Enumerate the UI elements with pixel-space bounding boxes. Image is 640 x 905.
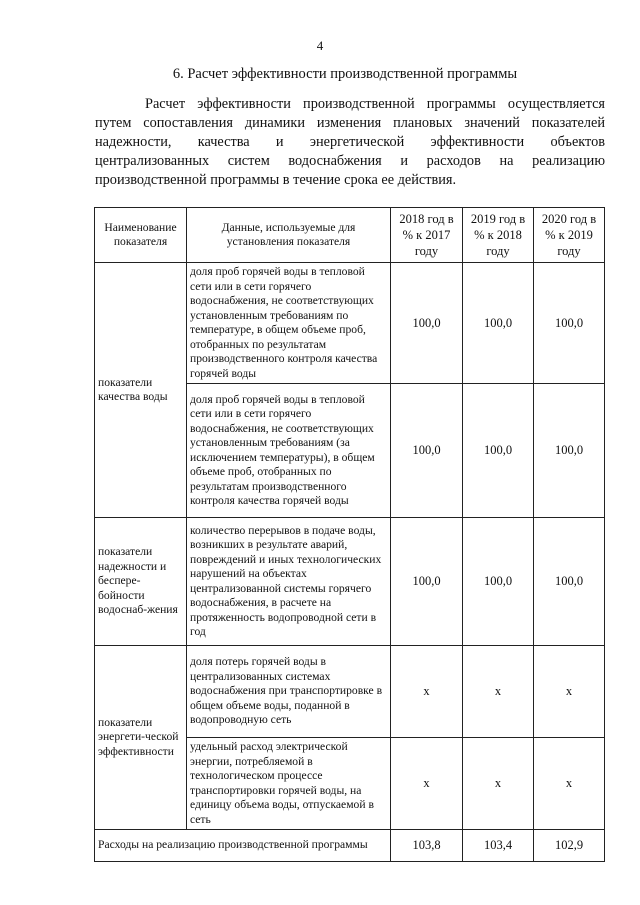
table-row bbox=[95, 646, 605, 738]
value-2020: 100,0 bbox=[534, 384, 605, 518]
value-2020: х bbox=[534, 646, 605, 738]
indicator-energy-efficiency: показатели энергети-ческой эффективности bbox=[95, 646, 187, 830]
data-cell: доля потерь горячей воды в централизованных системах водоснабжения при транспортировке в общем объеме воды, поданной в водопроводную сеть bbox=[187, 646, 391, 738]
data-cell: удельный расход электрической энергии, потребляемой в технологическом процессе транспортировки горячей воды, на единицу объема воды, отпускаемой в сеть bbox=[187, 738, 391, 830]
value-2019: х bbox=[463, 646, 534, 738]
value-2018: х bbox=[391, 738, 463, 830]
value-2020: 100,0 bbox=[534, 518, 605, 646]
header-indicator: Наименование показателя bbox=[95, 208, 187, 263]
value-2019: 100,0 bbox=[463, 518, 534, 646]
section-heading: 6. Расчет эффективности производственной программы bbox=[172, 66, 518, 82]
header-2020: 2020 год в % к 2019 году bbox=[534, 208, 605, 263]
indicator-water-quality: показатели качества воды bbox=[95, 263, 187, 518]
intro-paragraph: Расчет эффективности производственной программы осуществляется путем сопоставления динамики изменения плановых значений показателей надежности, качества и энергетической эффективности объектов централизованных систем водоснабжения и расходов на реализацию производственной программы в течение срока ее действия. bbox=[95, 96, 605, 188]
expenses-2018: 103,8 bbox=[391, 830, 463, 862]
value-2018: 100,0 bbox=[391, 263, 463, 384]
table-header-row bbox=[95, 208, 605, 263]
efficiency-table bbox=[94, 207, 605, 862]
value-2019: 100,0 bbox=[463, 263, 534, 384]
data-cell: доля проб горячей воды в тепловой сети или в сети горячего водоснабжения, не соответствующих установленным требованиям по температуре, в общем объеме проб, отобранных по результатам производственного контроля качества горячей воды bbox=[187, 263, 391, 384]
header-data: Данные, используемые для установления показателя bbox=[187, 208, 391, 263]
value-2018: 100,0 bbox=[391, 518, 463, 646]
value-2019: 100,0 bbox=[463, 384, 534, 518]
page-number: 4 bbox=[316, 38, 324, 53]
value-2018: х bbox=[391, 646, 463, 738]
table-row bbox=[95, 518, 605, 646]
expenses-label: Расходы на реализацию производственной программы bbox=[95, 830, 391, 862]
indicator-reliability: показатели надежности и беспере-бойности водоснаб-жения bbox=[95, 518, 187, 646]
expenses-2020: 102,9 bbox=[534, 830, 605, 862]
table-row bbox=[95, 263, 605, 384]
table-row-expenses bbox=[95, 830, 605, 862]
header-2018: 2018 год в % к 2017 году bbox=[391, 208, 463, 263]
value-2020: х bbox=[534, 738, 605, 830]
value-2019: х bbox=[463, 738, 534, 830]
value-2018: 100,0 bbox=[391, 384, 463, 518]
expenses-2019: 103,4 bbox=[463, 830, 534, 862]
value-2020: 100,0 bbox=[534, 263, 605, 384]
header-2019: 2019 год в % к 2018 году bbox=[463, 208, 534, 263]
data-cell: количество перерывов в подаче воды, возникших в результате аварий, повреждений и иных технологических нарушений на объектах централизованной системы горячего водоснабжения, в расчете на протяженность водопроводной сети в год bbox=[187, 518, 391, 646]
data-cell: доля проб горячей воды в тепловой сети или в сети горячего водоснабжения, не соответствующих установленным требованиям (за исключением температуры), в общем объеме проб, отобранных по результатам производственного контроля качества горячей воды bbox=[187, 384, 391, 518]
